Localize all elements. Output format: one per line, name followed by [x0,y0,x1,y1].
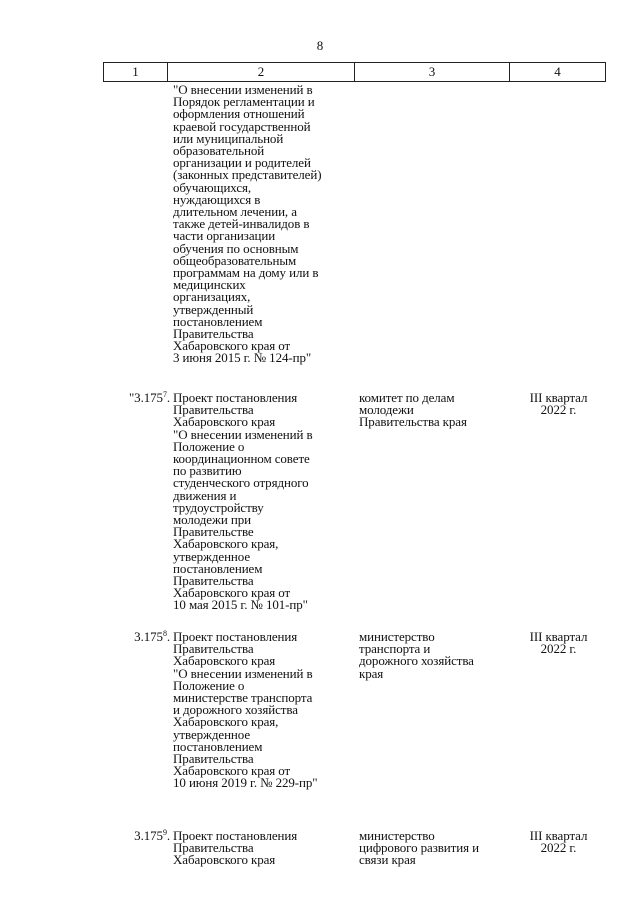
row-executor: министерство цифрового развития и связи края [359,828,479,868]
row-document-text: Проект постановления Правительства Хабаровского края [173,828,298,868]
row-document-text: Проект постановления Правительства Хабаровского края "О внесении изменений в Положение о координационном совете по развитию студенческого отрядного движения и трудоустройству молодежи при Правительстве Хабаровского края, утвержденное постановлением Правительства Хабаровского края от 10 мая 2015 г. № 101-пр" [173,390,313,613]
page-number: 8 [316,38,324,53]
header-col-2: 2 [168,63,355,81]
header-col-1: 1 [104,63,168,81]
continuation-document-text: "О внесении изменений в Порядок регламентации и оформления отношений краевой государственной или муниципальной образовательной организации и родителей (законных представителей) обучающихся, нуждающихся в длительном лечении, а также детей-инвалидов в части организации обучения по основным общеобразовательным программам на дому или в медицинских организациях, утвержденный постановлением Правительства Хабаровского края от 3 июня 2015 г. № 124-пр" [173,82,322,366]
row-document-text: Проект постановления Правительства Хабаровского края "О внесении изменений в Положение о министерстве транспорта и дорожного хозяйства Хабаровского края, утвержденное постановлением Правительства Хабаровского края от 10 июня 2019 г. № 229-пр" [173,629,318,791]
row-number: 3.175$^9$. [134,828,170,843]
row-term: III квартал 2022 г. [529,828,588,856]
header-col-4: 4 [554,64,561,79]
row-term: III квартал 2022 г. [529,390,588,418]
header-col-3: 3 [355,63,510,81]
row-number: 3.175$^8$. [134,629,170,644]
row-term: III квартал 2022 г. [529,629,588,657]
row-number: "3.175$^7$. [128,390,170,405]
row-executor: комитет по делам молодежи Правительства края [359,390,467,430]
row-executor: министерство транспорта и дорожного хозяйства края [359,629,474,681]
table-header-row [103,62,606,82]
